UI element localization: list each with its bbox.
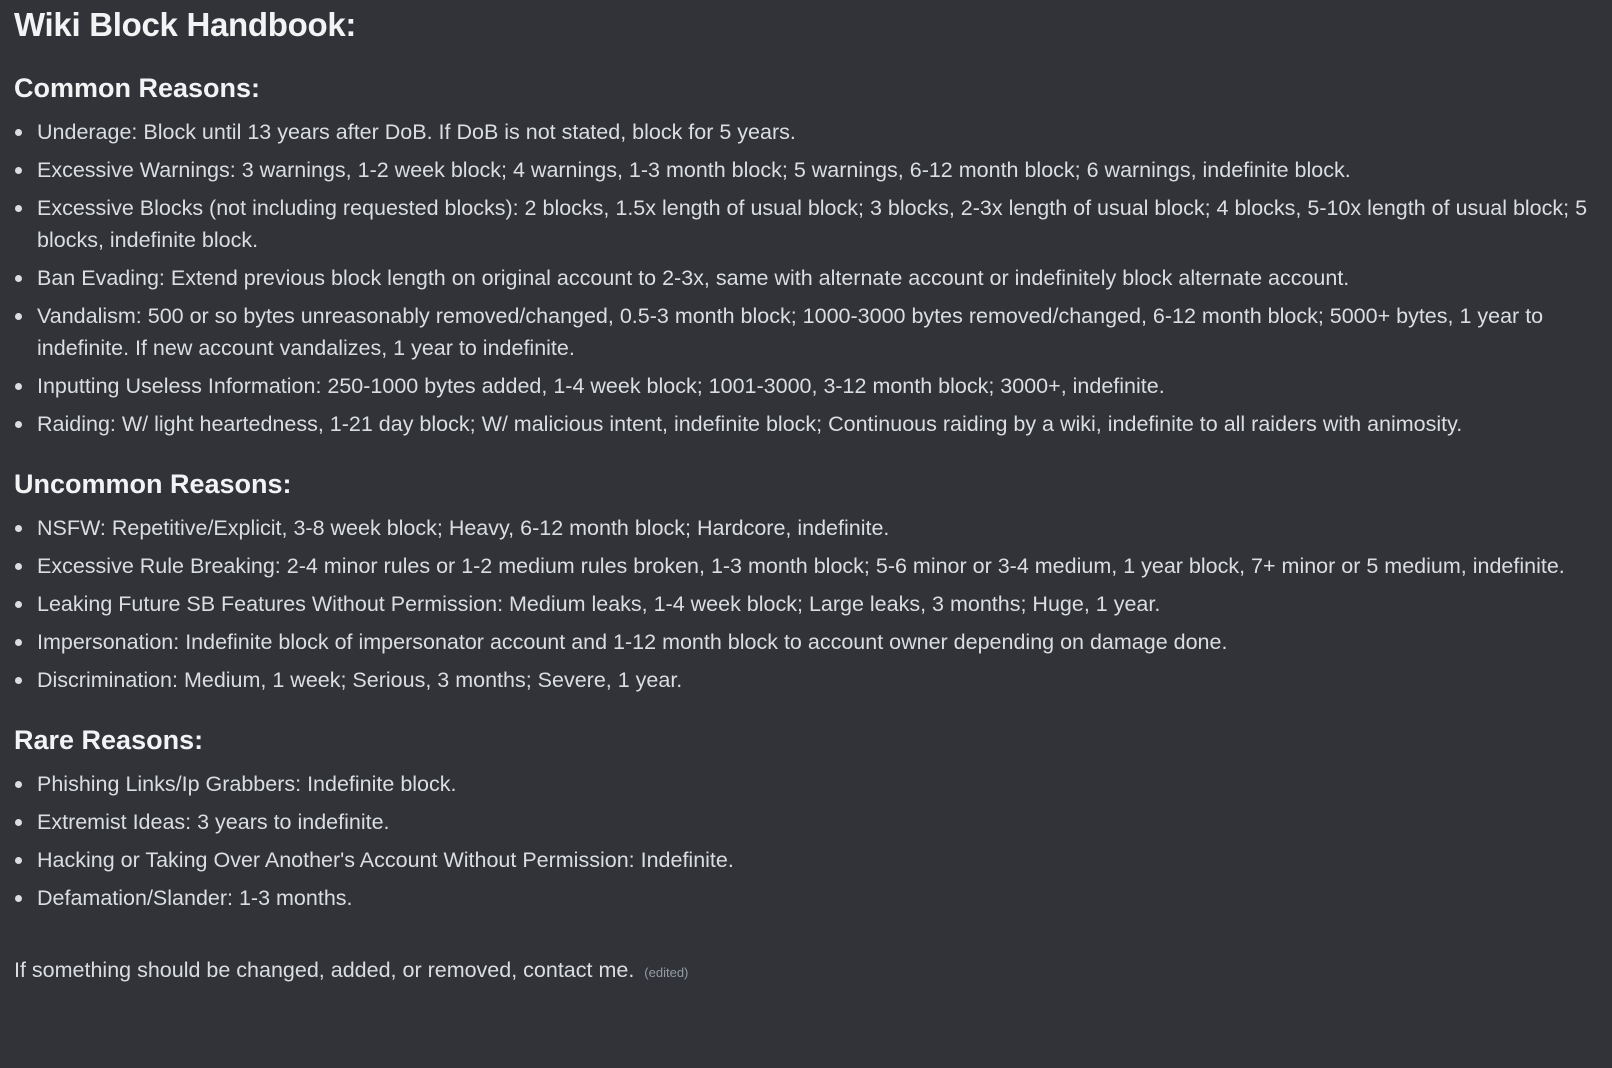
list-item: Defamation/Slander: 1-3 months. xyxy=(14,882,1594,914)
rare-reasons-list xyxy=(14,768,1594,914)
footer-text: If something should be changed, added, or removed, contact me. xyxy=(14,958,635,982)
common-reasons-list xyxy=(14,116,1594,440)
list-item: Leaking Future SB Features Without Permission: Medium leaks, 1-4 week block; Large leaks, 3 months; Huge, 1 year. xyxy=(14,588,1594,620)
section-heading-common: Common Reasons: xyxy=(14,73,261,103)
list-item: Phishing Links/Ip Grabbers: Indefinite block. xyxy=(14,768,1594,800)
section-heading-uncommon: Uncommon Reasons: xyxy=(14,469,292,499)
list-item: Vandalism: 500 or so bytes unreasonably removed/changed, 0.5-3 month block; 1000-3000 bytes removed/changed, 6-12 month block; 5000+ bytes, 1 year to indefinite. If new account vandalizes, 1 year to indefinite. xyxy=(14,300,1594,364)
list-item: Raiding: W/ light heartedness, 1-21 day block; W/ malicious intent, indefinite block; Continuous raiding by a wiki, indefinite to all raiders with animosity. xyxy=(14,408,1594,440)
list-item: Hacking or Taking Over Another's Account Without Permission: Indefinite. xyxy=(14,844,1594,876)
list-item: Discrimination: Medium, 1 week; Serious, 3 months; Severe, 1 year. xyxy=(14,664,1594,696)
list-item: NSFW: Repetitive/Explicit, 3-8 week block; Heavy, 6-12 month block; Hardcore, indefinite. xyxy=(14,512,1594,544)
uncommon-reasons-list xyxy=(14,512,1594,696)
list-item: Excessive Warnings: 3 warnings, 1-2 week block; 4 warnings, 1-3 month block; 5 warnings, 6-12 month block; 6 warnings, indefinite block. xyxy=(14,154,1594,186)
list-item: Excessive Blocks (not including requested blocks): 2 blocks, 1.5x length of usual block; 3 blocks, 2-3x length of usual block; 4 blocks, 5-10x length of usual block; 5 blocks, indefinite block. xyxy=(14,192,1594,256)
list-item: Extremist Ideas: 3 years to indefinite. xyxy=(14,806,1594,838)
message-content xyxy=(0,4,1612,989)
list-item: Inputting Useless Information: 250-1000 bytes added, 1-4 week block; 1001-3000, 3-12 month block; 3000+, indefinite. xyxy=(14,370,1594,402)
list-item: Excessive Rule Breaking: 2-4 minor rules or 1-2 medium rules broken, 1-3 month block; 5-6 minor or 3-4 medium, 1 year block, 7+ minor or 5 medium, indefinite. xyxy=(14,550,1594,582)
edited-label: (edited) xyxy=(644,965,689,980)
message-title: Wiki Block Handbook: xyxy=(14,6,357,43)
list-item: Underage: Block until 13 years after DoB. If DoB is not stated, block for 5 years. xyxy=(14,116,1594,148)
message-footer xyxy=(14,954,1594,989)
list-item: Ban Evading: Extend previous block length on original account to 2-3x, same with alternate account or indefinitely block alternate account. xyxy=(14,262,1594,294)
list-item: Impersonation: Indefinite block of impersonator account and 1-12 month block to account owner depending on damage done. xyxy=(14,626,1594,658)
section-heading-rare: Rare Reasons: xyxy=(14,725,204,755)
